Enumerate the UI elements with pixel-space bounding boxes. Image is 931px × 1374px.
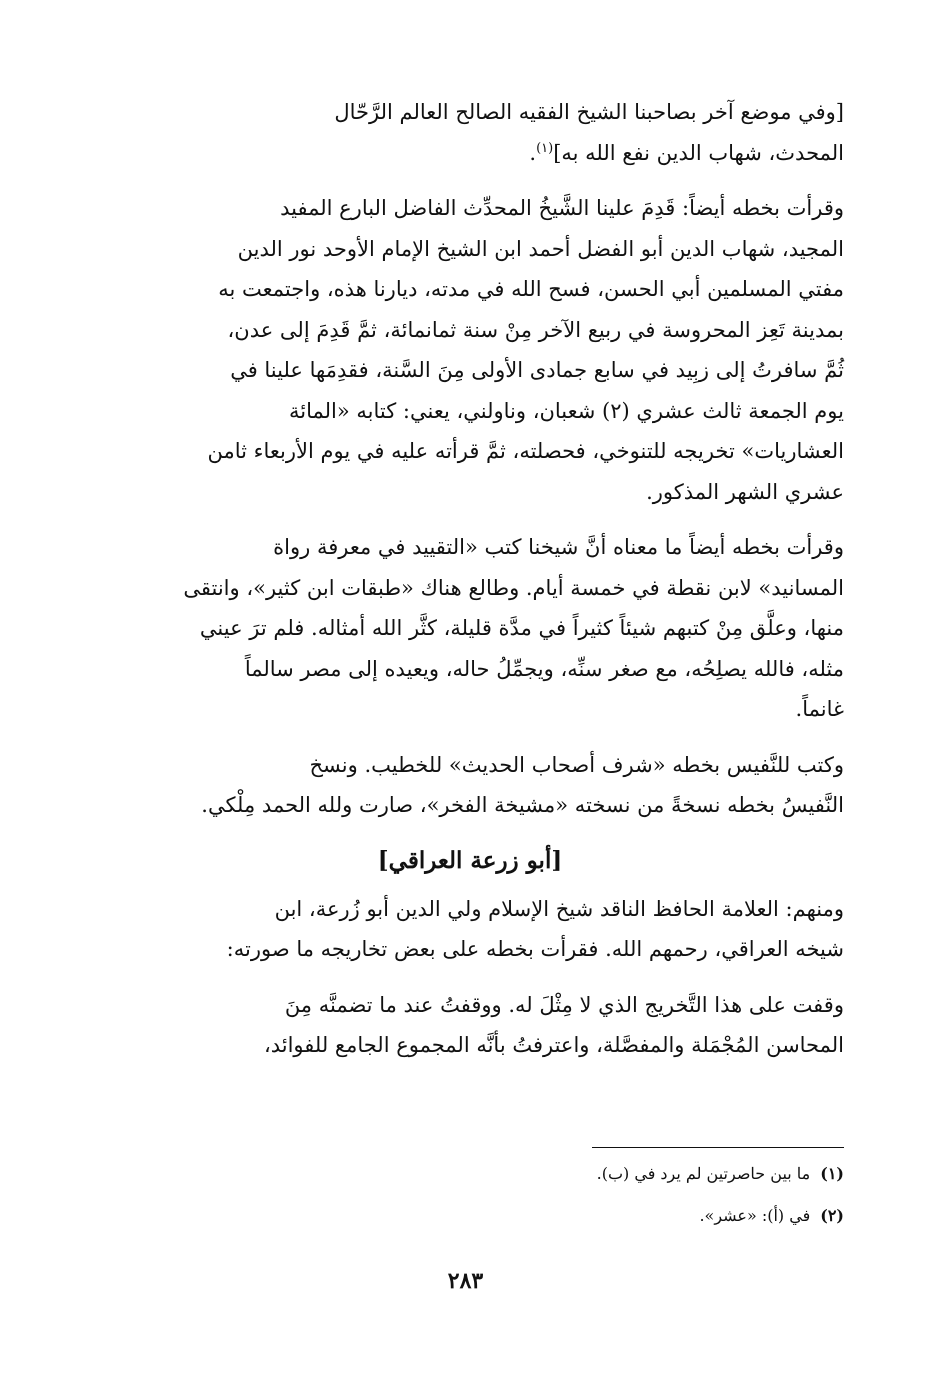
text-line: العشاريات» تخريجه للتنوخي، فحصلته، ثمَّ قرأته عليه في يوم الأربعاء ثامن [207, 439, 844, 463]
footnote-text: ما بين حاصرتين لم يرد في (ب). [596, 1164, 811, 1183]
text-line: ثُمَّ سافرتُ إلى زبِيد في سابع جمادى الأولى مِنَ السَّنة، فقدِمَها علينا في [230, 358, 844, 382]
paragraph-2 [96, 188, 844, 512]
paragraph-4 [96, 745, 844, 826]
text-line: عشري الشهر المذكور. [646, 479, 844, 504]
text-line: وقرأت بخطه أيضاً ما معناه أنَّ شيخنا كتب «التقييد في معرفة رواة [273, 535, 844, 559]
footnote-1 [96, 1162, 844, 1186]
paragraph-6 [96, 985, 844, 1066]
text-line: وقفت على هذا التَّخريج الذي لا مِثْلَ له. ووقفتُ عند ما تضمنَّه مِنَ [284, 992, 844, 1017]
text-line: غانماً. [795, 697, 844, 721]
text-line: [وفي موضع آخر بصاحبنا الشيخ الفقيه الصالح العالم الرَّحّال [334, 100, 844, 124]
text-line: النَّفيسُ بخطه نسخةً من نسخته «مشيخة الفخر»، صارت ولله الحمد مِلْكي. [201, 793, 844, 817]
paragraph-1 [96, 92, 844, 173]
text-line: وكتب للنَّفيس بخطه «شرف أصحاب الحديث» للخطيب. ونسخ [309, 752, 844, 777]
text-line: يوم الجمعة ثالث عشري (٢) شعبان، وناولني، يعني: كتابه «المائة [289, 398, 844, 423]
footnote-number: (٢) [820, 1206, 844, 1225]
text-line: المسانيد» لابن نقطة في خمسة أيام. وطالع هناك «طبقات ابن كثير»، وانتقى [183, 575, 844, 600]
paragraph-3 [96, 527, 844, 730]
section-heading: [أبو زرعة العراقي] [377, 846, 563, 874]
text-span: المحدث، شهاب الدين نفع الله به] [553, 140, 844, 165]
text-line: بمدينة تَعِز المحروسة في ربيع الآخر مِنْ سنة ثمانمائة، ثمَّ قَدِمَ إلى عدن، [227, 317, 844, 342]
text-line: مثله، فالله يصلِحُه، مع صغر سنِّه، ويجمِّلُ حاله، ويعيده إلى مصر سالماً [244, 656, 844, 681]
text-line: ومنهم: العلامة الحافظ الناقد شيخ الإسلام ولي الدين أبو زُرعة، ابن [274, 896, 844, 921]
text-line: منها، وعلَّق مِنْ كتبهم شيئاً كثيراً في مدَّة قليلة، كثَّر الله أمثاله. فلم ترَ عيني [199, 616, 844, 640]
footnote-ref-1[interactable]: (١) [536, 140, 554, 156]
page-number: ٢٨٣ [447, 1268, 484, 1294]
footnote-divider [592, 1147, 844, 1148]
text-span: . [529, 140, 537, 165]
paragraph-5 [96, 889, 844, 970]
page-body [96, 92, 844, 1081]
footnote-number: (١) [820, 1164, 844, 1183]
text-line: وقرأت بخطه أيضاً: قَدِمَ علينا الشَّيخُ المحدِّث الفاضل البارع المفيد [280, 196, 844, 220]
text-line [96, 133, 844, 174]
text-line: شيخه العراقي، رحمهم الله. فقرأت بخطه على بعض تخاريجه ما صورته: [226, 937, 844, 961]
text-line: المجيد، شهاب الدين أبو الفضل أحمد ابن الشيخ الإمام الأوحد نور الدين [237, 236, 844, 261]
text-line: المحاسن المُجْمَلة والمفصَّلة، واعترفتُ بأنَّه المجموع الجامع للفوائد، [263, 1033, 844, 1057]
footnote-text: في (أ): «عشر». [699, 1206, 811, 1225]
footnote-2 [96, 1204, 844, 1228]
footnotes [96, 1162, 844, 1246]
text-line: مفتي المسلمين أبي الحسن، فسح الله في مدته، ديارنا هذه، واجتمعت به [218, 277, 844, 301]
